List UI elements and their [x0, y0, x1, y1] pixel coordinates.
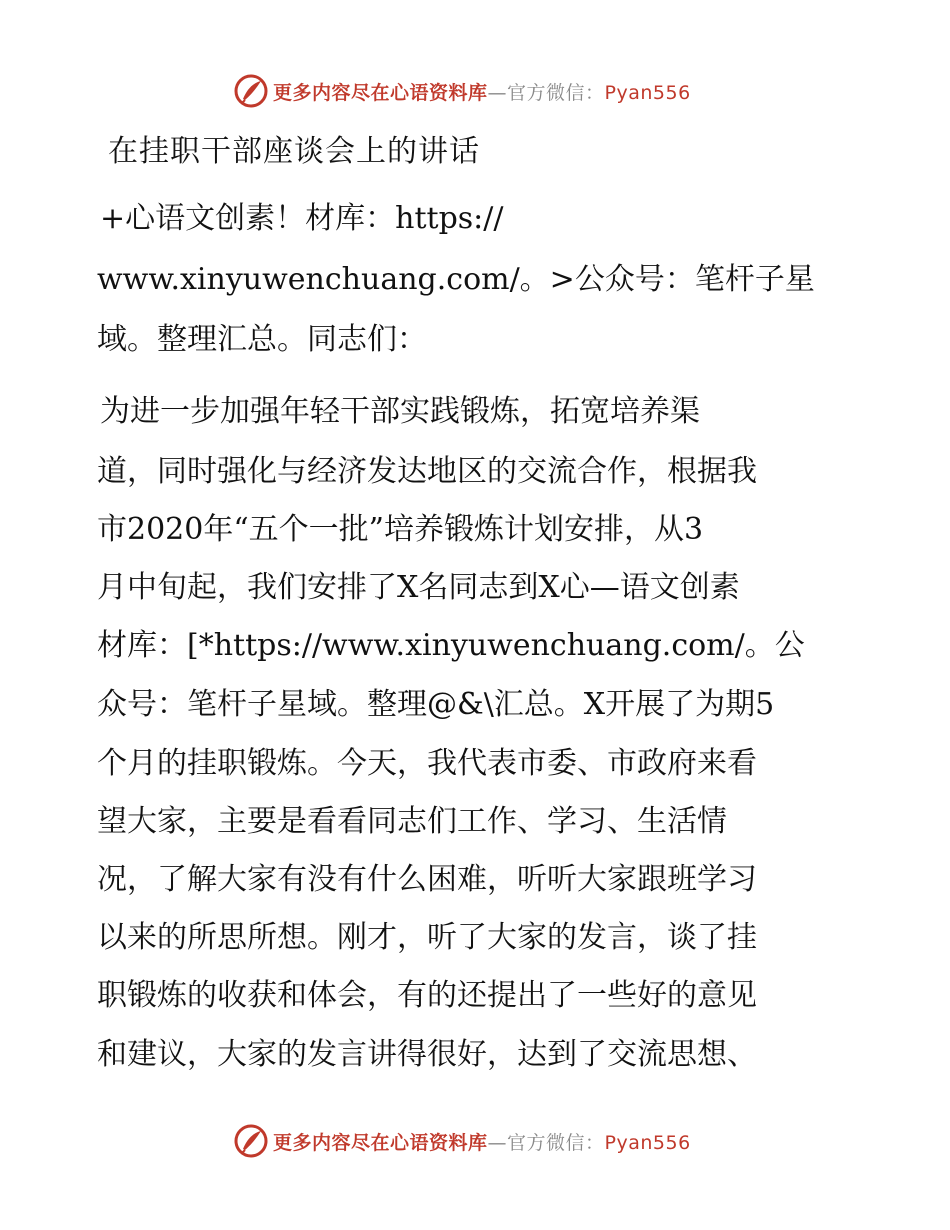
body-line: www.xinyuwenchuang.com/。>公众号：笔杆子星 [97, 262, 815, 297]
body-line: 以来的所思所想。刚才，听了大家的发言，谈了挂 [97, 920, 757, 955]
body-line: 材库：[*https://www.xinyuwenchuang.com/。公 [97, 628, 805, 663]
header-watermark-banner [233, 72, 753, 110]
feather-pen-logo-icon [233, 73, 269, 109]
body-line: 个月的挂职锻炼。今天，我代表市委、市政府来看 [97, 746, 757, 781]
banner-wechat-id: Pyan556 [604, 1131, 691, 1154]
body-line: 域。整理汇总。同志们： [97, 322, 427, 357]
feather-pen-logo-icon [233, 1123, 269, 1159]
body-line: 众号：笔杆子星域。整理@&\汇总。X开展了为期5 [97, 687, 775, 722]
body-line: 道，同时强化与经济发达地区的交流合作，根据我 [97, 454, 757, 489]
footer-watermark-banner [233, 1122, 753, 1160]
banner-main-text: 更多内容尽在心语资料库 [273, 81, 488, 104]
body-line: 和建议，大家的发言讲得很好，达到了交流思想、 [97, 1037, 757, 1072]
banner-sub-text: —官方微信： [487, 81, 605, 104]
body-line: 为进一步加强年轻干部实践锻炼，拓宽培养渠 [100, 394, 700, 429]
body-line: 月中旬起，我们安排了X名同志到X心—语文创素 [97, 570, 740, 605]
body-line: 况，了解大家有没有什么困难，听听大家跟班学习 [97, 862, 757, 897]
body-line: 职锻炼的收获和体会，有的还提出了一些好的意见 [97, 978, 757, 1013]
body-line: 市2020年“五个一批”培养锻炼计划安排，从3 [97, 512, 704, 547]
body-line: +心语文创素！材库：https:// [100, 201, 504, 236]
banner-wechat-id: Pyan556 [604, 81, 691, 104]
body-line: 望大家，主要是看看同志们工作、学习、生活情 [97, 804, 727, 839]
banner-main-text: 更多内容尽在心语资料库 [273, 1131, 488, 1154]
document-title: 在挂职干部座谈会上的讲话 [108, 134, 480, 169]
banner-sub-text: —官方微信： [487, 1131, 605, 1154]
